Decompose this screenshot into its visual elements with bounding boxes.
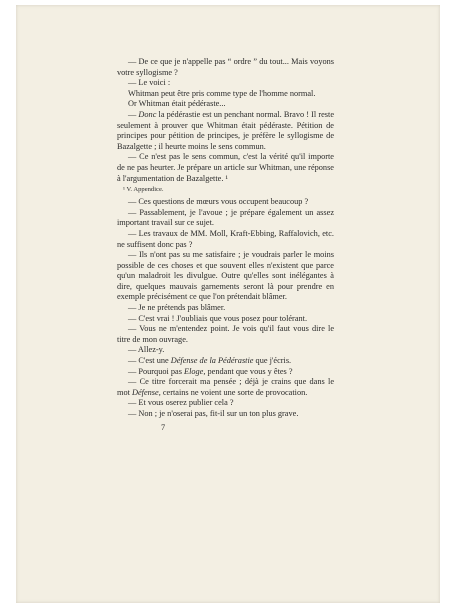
book-page	[16, 5, 440, 603]
paragraph	[117, 197, 334, 208]
text-run: , certains ne voient une sorte de provocation.	[158, 387, 308, 397]
text-run: — Non ; je n'oserai pas, fit-il sur un ton plus grave.	[128, 409, 299, 418]
paragraph	[117, 110, 334, 152]
paragraph	[117, 409, 334, 420]
paragraph	[117, 99, 334, 110]
text-run: la pédérastie est un penchant normal. Bravo ! Il reste seulement à prouver que Whitman était pédéraste. Pétition de principes pour pétition de principes, je préfère le syllogisme de Bazalgette ; il heurte moins le sens commun.	[117, 109, 334, 151]
text-run: 7	[161, 422, 166, 432]
text-run: — Passablement, je l'avoue ; je prépare également un assez important travail sur ce sujet.	[117, 207, 334, 228]
text-run: — Le voici :	[128, 78, 171, 88]
text-run: —	[128, 109, 139, 119]
paragraph	[117, 250, 334, 303]
text-run: ¹ V. Appendice.	[123, 186, 164, 194]
italic-text: Donc	[138, 109, 157, 119]
text-run: — De ce que je n'appelle pas “ ordre ” du tout... Mais voyons votre syllogisme ?	[117, 57, 334, 77]
text-run: que j'écris.	[253, 356, 292, 366]
text-run: — Je ne prétends pas blâmer.	[128, 303, 226, 313]
paragraph	[117, 345, 334, 356]
paragraph	[117, 89, 334, 100]
text-run: — Ces questions de mœurs vous occupent beaucoup ?	[128, 197, 309, 207]
footnote	[117, 185, 334, 195]
text-run: — C'est vrai ! J'oubliais que vous posez pour tolérant.	[128, 313, 308, 323]
paragraph	[117, 57, 334, 78]
paragraph	[117, 303, 334, 314]
text-run: — C'est une	[128, 356, 171, 366]
paragraph	[117, 152, 334, 184]
text-run: Whitman peut être pris comme type de l'homme normal.	[128, 88, 316, 98]
text-run: — Ce n'est pas le sens commun, c'est la vérité qu'il importe de ne pas heurter. Je prépare un article sur Whitman, une réponse à l'argumentation de Bazalgette. ¹	[117, 152, 334, 183]
paragraph	[117, 356, 334, 367]
text-run: Or Whitman était pédéraste...	[128, 99, 226, 109]
italic-text: Eloge	[184, 366, 204, 376]
text-run: — Vous ne m'entendez point. Je vois qu'il faut vous dire le titre de mon ouvrage.	[117, 324, 334, 344]
text-run: — Et vous oserez publier cela ?	[128, 398, 234, 408]
text-column	[117, 57, 334, 433]
italic-text: Défense de la Pédérastie	[170, 356, 254, 366]
paragraph	[117, 324, 334, 345]
text-run: — Allez-y.	[128, 345, 165, 355]
paragraph	[117, 398, 334, 409]
page-number	[117, 423, 334, 434]
paragraph	[117, 78, 334, 89]
paragraph	[117, 367, 334, 378]
italic-text: Défense	[131, 387, 159, 397]
paragraph	[117, 314, 334, 325]
text-run: , pendant que vous y êtes ?	[203, 366, 293, 376]
text-run: — Pourquoi pas	[128, 366, 185, 376]
paragraph	[117, 208, 334, 229]
paragraph	[117, 229, 334, 250]
text-run: — Les travaux de MM. Moll, Kraft-Ebbing, Raffalovich, etc. ne suffisent donc pas ?	[117, 228, 334, 249]
text-run: — Ils n'ont pas su me satisfaire ; je voudrais parler le moins possible de ces choses et que souvent elles n'existent que parce qu'un maladroit les divulgue. Outre qu'elles sont inélégantes à dire, quelques mauvais garnements seront là pour prendre en exemple précisément ce que l'on prétendait blâmer.	[117, 250, 334, 302]
text-run: — Ce titre forcerait ma pensée ; déjà je crains que dans le mot	[117, 377, 334, 397]
paragraph	[117, 377, 334, 398]
